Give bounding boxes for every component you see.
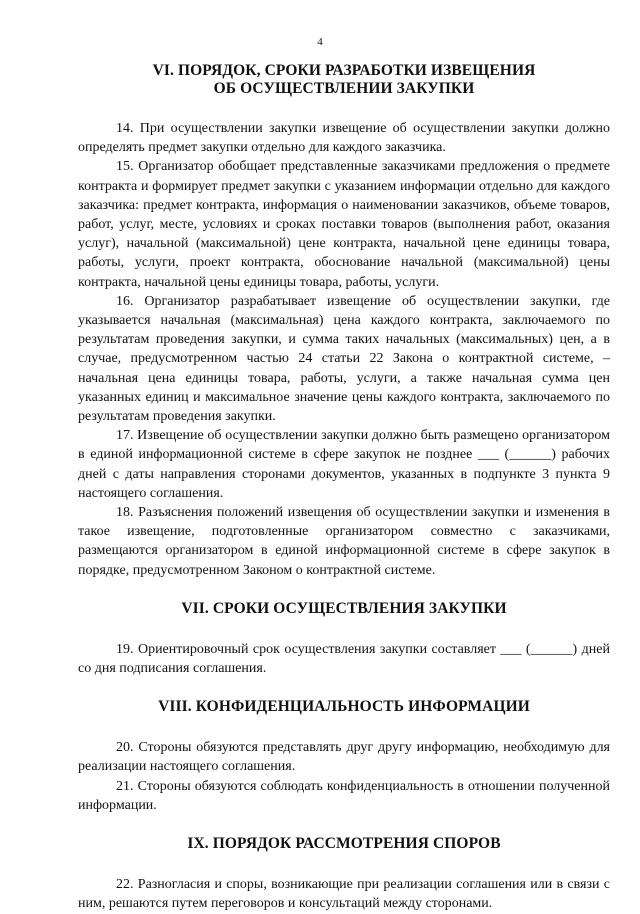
paragraph-14: 14. При осуществлении закупки извещение об осуществлении закупки должно определять предмет закупки отдельно для каждого заказчика. bbox=[78, 121, 610, 156]
section-8-title: VIII. КОНФИДЕНЦИАЛЬНОСТЬ ИНФОРМАЦИИ bbox=[158, 698, 530, 716]
section-6-title-line-2: ОБ ОСУЩЕСТВЛЕНИИ ЗАКУПКИ bbox=[213, 80, 475, 97]
paragraph-18: 18. Разъяснения положений извещения об осуществлении закупки и изменения в такое извещение, подготовленные организатором совместно с заказчиками, размещаются организатором в единой информационной системе в сфере закупок в порядке, предусмотренном Законом о контрактной системе. bbox=[78, 505, 610, 578]
paragraph-17: 17. Извещение об осуществлении закупки должно быть размещено организатором в единой информационной системе в сфере закупок не позднее ___ (______) рабочих дней с даты направления сторонами документов, указанных в подпункте 3 пункта 9 настоящего соглашения. bbox=[78, 428, 610, 501]
paragraph-19: 19. Ориентировочный срок осуществления закупки составляет ___ (______) дней со дня подписания соглашения. bbox=[78, 641, 610, 677]
paragraph-20: 20. Стороны обязуются представлять друг другу информацию, необходимую для реализации настоящего соглашения. bbox=[78, 740, 610, 775]
paragraph-15: 15. Организатор обобщает представленные заказчиками предложения о предмете контракта и формирует предмет закупки с указанием информации отдельно для каждого заказчика: предмет контракта, информация о наименовании заказчиков, объеме товаров, работ, услуг, месте, условиях и сроках поставки товаров (выполнения работ, оказания услуг), начальной (максимальной) цене контракта, начальной цене единицы товара, работы, услуги, проект контракта, обоснование начальной (максимальной) цены контракта, начальной цены единицы товара, работы, услуги. bbox=[78, 159, 610, 290]
section-9-title: IX. ПОРЯДОК РАССМОТРЕНИЯ СПОРОВ bbox=[187, 835, 501, 853]
paragraph-16: 16. Организатор разрабатывает извещение об осуществлении закупки, где указывается начальная (максимальная) цена каждого контракта, заключаемого по результатам проведения закупки, и сумма таких начальных (максимальных) цен, а в случае, предусмотренном частью 24 статьи 22 Закона о контрактной системе, – начальная цена единицы товара, работы, услуги, а также начальная сумма цен указанных единиц и максимальное значение цены каждого контракта, заключаемого по результатам проведения закупки. bbox=[78, 293, 610, 425]
paragraph-21: 21. Стороны обязуются соблюдать конфиденциальность в отношении полученной информации. bbox=[78, 778, 610, 813]
page-number: 4 bbox=[317, 36, 323, 48]
section-7-title: VII. СРОКИ ОСУЩЕСТВЛЕНИЯ ЗАКУПКИ bbox=[181, 599, 507, 617]
paragraph-22: 22. Разногласия и споры, возникающие при реализации соглашения или в связи с ним, решаются путем переговоров и консультаций между сторонами. bbox=[78, 877, 610, 912]
section-6-title bbox=[78, 62, 610, 98]
section-6-title-line-1: VI. ПОРЯДОК, СРОКИ РАЗРАБОТКИ ИЗВЕЩЕНИЯ bbox=[152, 62, 536, 79]
document-body bbox=[78, 62, 610, 914]
